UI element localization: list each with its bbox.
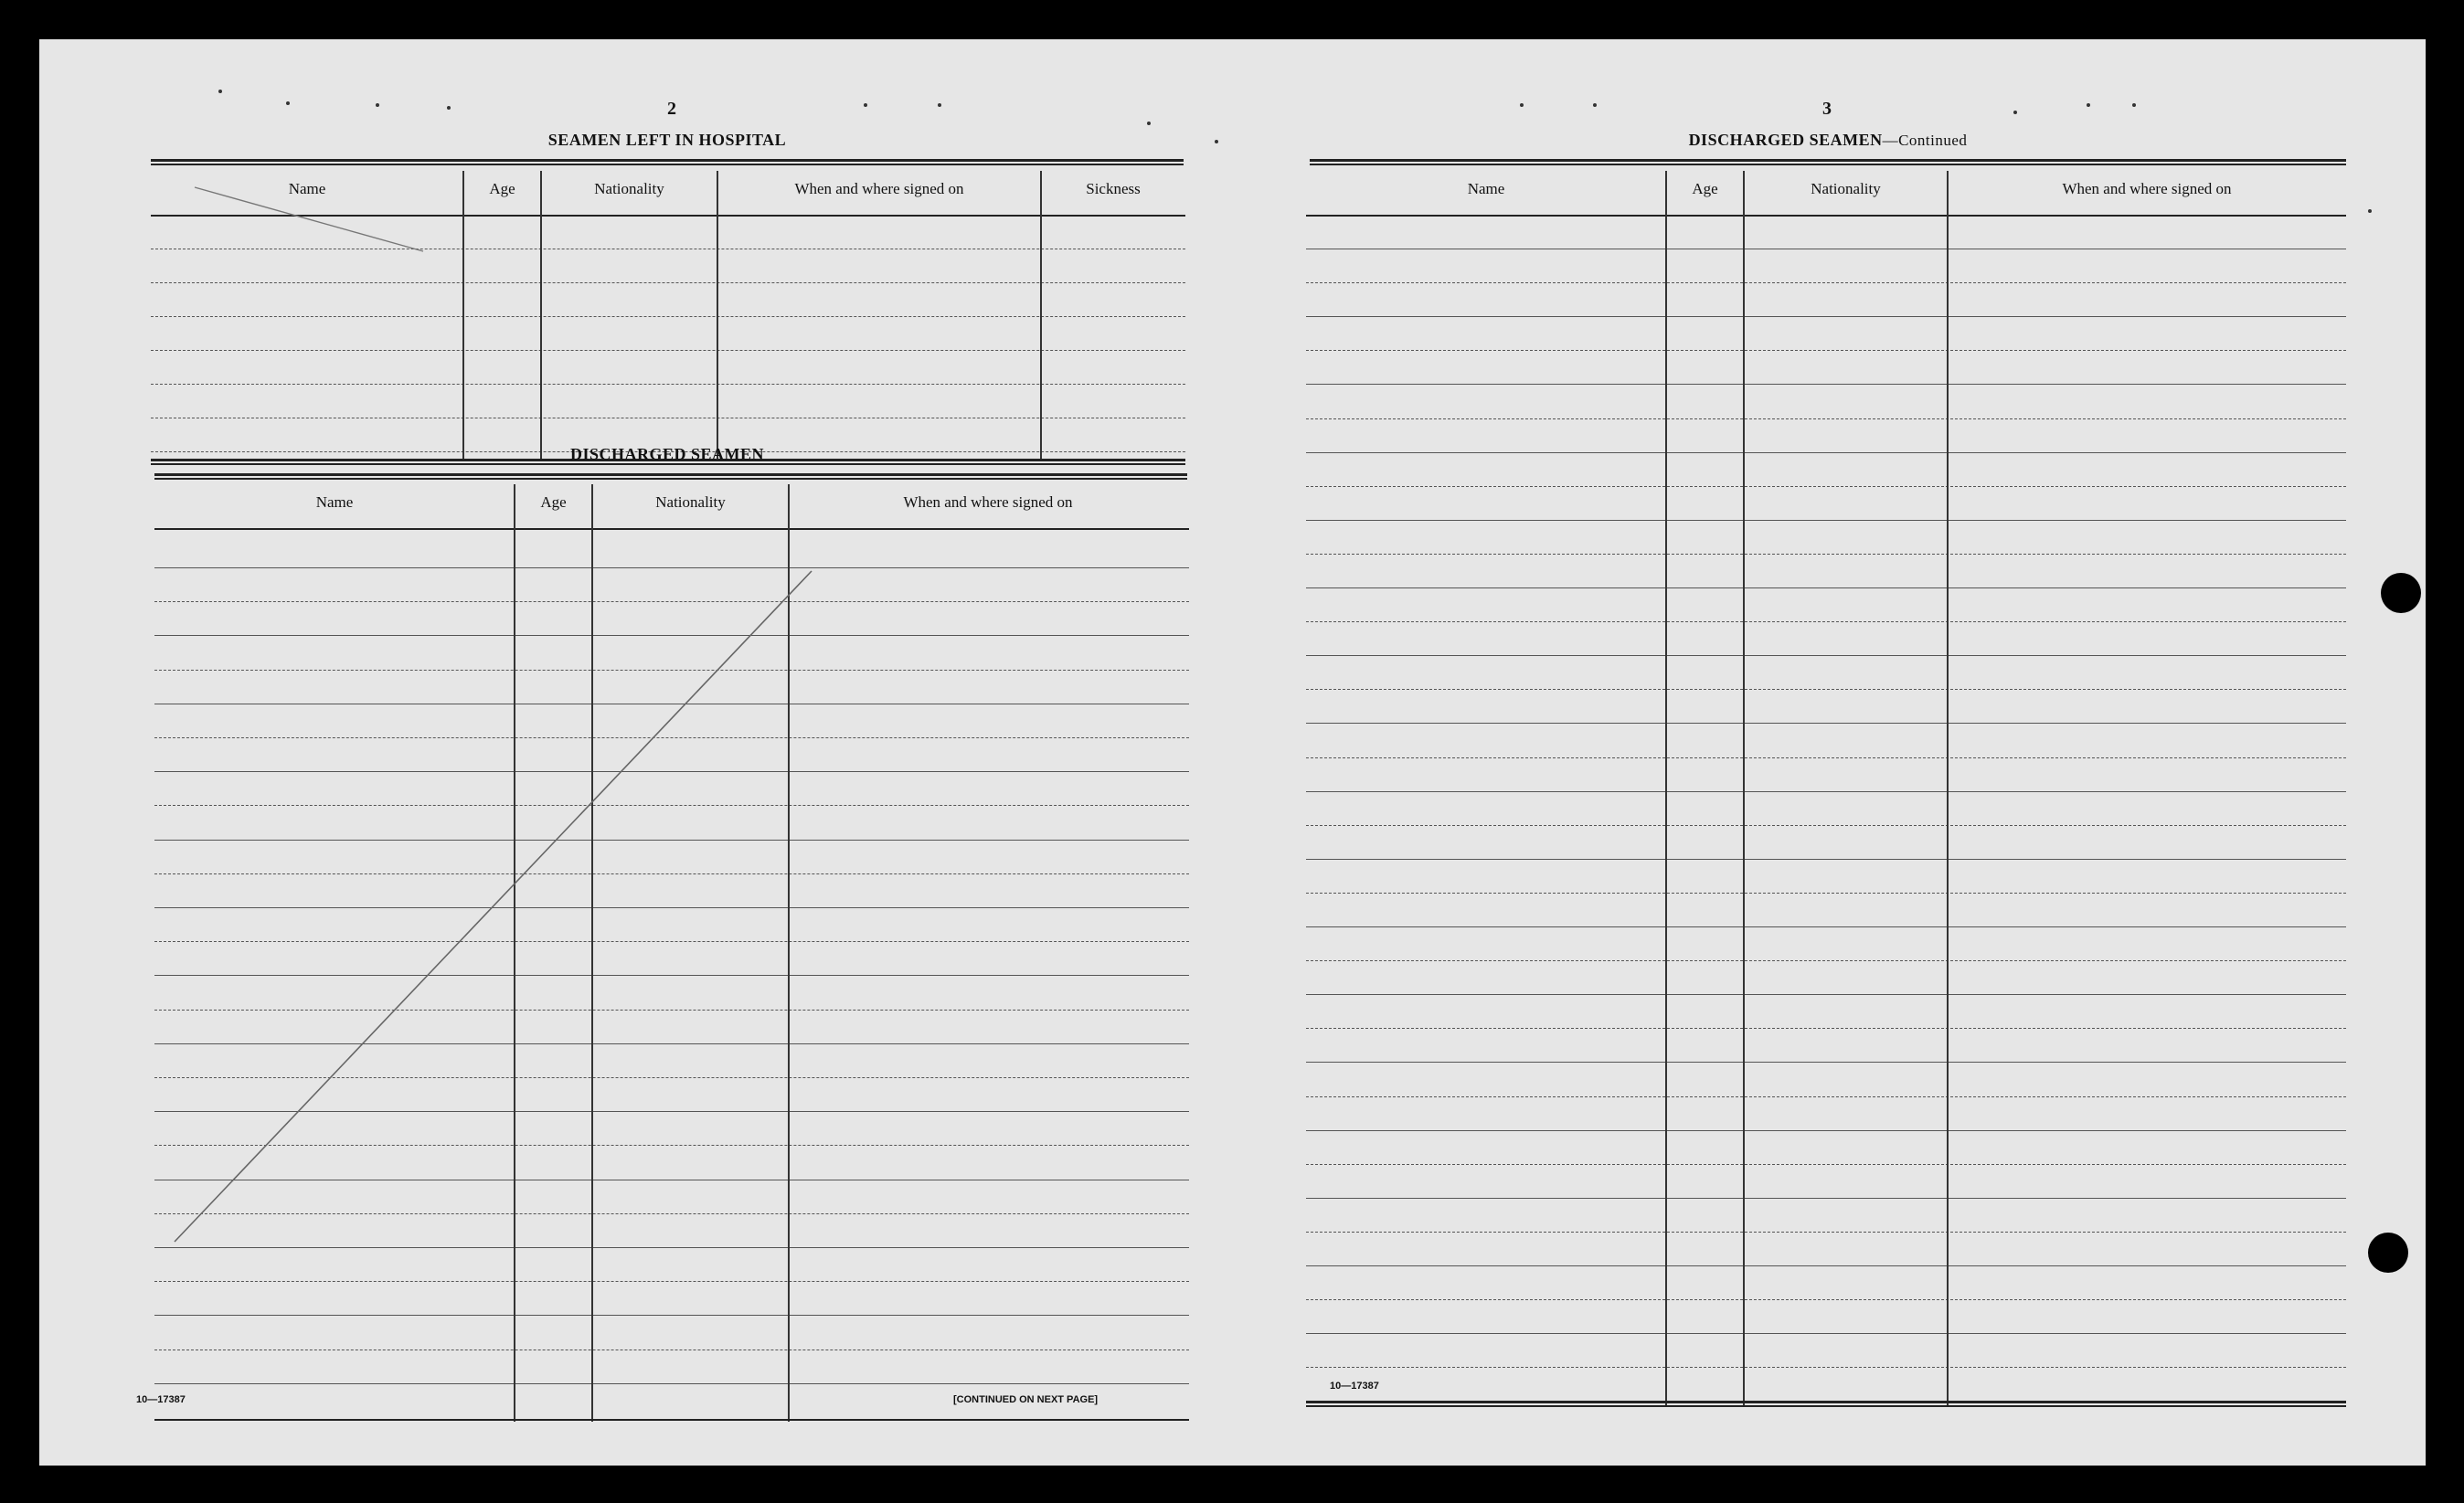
pen-strike-marks bbox=[39, 39, 2426, 1466]
discharged-right-col-name: Name bbox=[1467, 180, 1505, 197]
continued-note: [CONTINUED ON NEXT PAGE] bbox=[953, 1394, 1099, 1405]
discharged-left-col-signed-on: When and where signed on bbox=[903, 493, 1073, 511]
hospital-col-name: Name bbox=[288, 180, 326, 197]
hospital-col-sickness: Sickness bbox=[1086, 180, 1141, 197]
scan-speck bbox=[938, 103, 941, 107]
hospital-col-signed-on: When and where signed on bbox=[794, 180, 964, 197]
scan-speck bbox=[218, 90, 222, 93]
discharged-section-title-left: DISCHARGED SEAMEN bbox=[569, 445, 765, 463]
scan-speck bbox=[2368, 209, 2372, 213]
scan-speck bbox=[2013, 111, 2017, 114]
form-number-left: 10—17387 bbox=[136, 1394, 186, 1405]
discharged-strike-line bbox=[175, 571, 812, 1242]
binder-hole bbox=[2381, 573, 2421, 613]
scan-speck bbox=[2132, 103, 2136, 107]
scan-speck bbox=[2087, 103, 2090, 107]
scan-speck bbox=[286, 101, 290, 105]
scan-speck bbox=[1215, 140, 1218, 143]
hospital-col-nationality: Nationality bbox=[594, 180, 664, 197]
scan-speck bbox=[1147, 122, 1151, 125]
page-number-right: 3 bbox=[1822, 99, 1832, 119]
scanned-form-sheet bbox=[39, 39, 2426, 1466]
discharged-title-right-suffix: —Continued bbox=[1882, 132, 1968, 149]
discharged-right-col-age: Age bbox=[1692, 180, 1718, 197]
discharged-title-right-main: DISCHARGED SEAMEN bbox=[1688, 131, 1883, 149]
scan-speck bbox=[1520, 103, 1524, 107]
discharged-left-col-name: Name bbox=[315, 493, 354, 511]
discharged-left-col-nationality: Nationality bbox=[655, 493, 726, 511]
page-number-left: 2 bbox=[667, 99, 676, 119]
hospital-section-title: SEAMEN LEFT IN HOSPITAL bbox=[547, 131, 787, 149]
scan-speck bbox=[376, 103, 379, 107]
scan-speck bbox=[1593, 103, 1597, 107]
discharged-right-col-nationality: Nationality bbox=[1811, 180, 1881, 197]
discharged-right-col-signed-on: When and where signed on bbox=[2062, 180, 2232, 197]
hospital-col-age: Age bbox=[489, 180, 515, 197]
binder-hole bbox=[2368, 1233, 2408, 1273]
form-number-right: 10—17387 bbox=[1330, 1381, 1379, 1392]
discharged-left-col-age: Age bbox=[540, 493, 567, 511]
scan-speck bbox=[864, 103, 867, 107]
scan-speck bbox=[447, 106, 451, 110]
hospital-strike-line bbox=[195, 187, 423, 251]
